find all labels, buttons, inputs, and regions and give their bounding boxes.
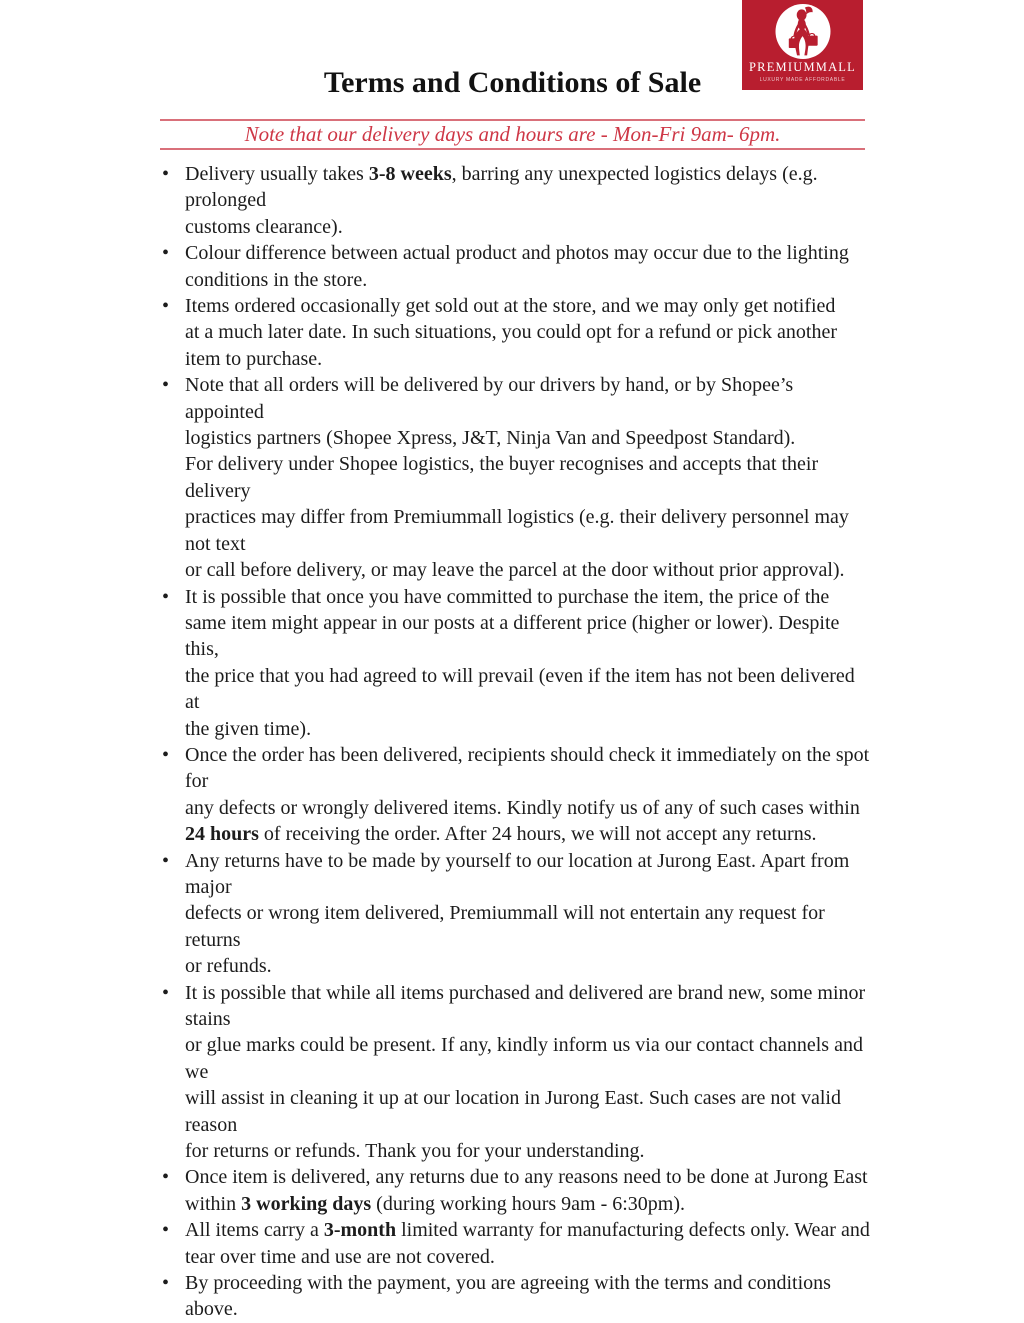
term-item: • Items ordered occasionally get sold out at the store, and we may only get notified at a much later date. In such situations, you could opt for a refund or pick another item to purchase. — [160, 293, 872, 372]
logo-circle — [775, 4, 830, 59]
term-item: • Once the order has been delivered, recipients should check it immediately on the spot for any defects or wrongly delivered items. Kindly notify us of any of such cases within 24 hours of receiving the order. After 24 hours, we will not accept any returns. — [160, 742, 872, 848]
logo-brand-name: PREMIUMMALL — [749, 60, 856, 74]
shopper-silhouette-icon — [775, 4, 830, 59]
term-item: • Once item is delivered, any returns due to any reasons need to be done at Jurong East within 3 working days (during working hours 9am - 6:30pm). — [160, 1164, 872, 1217]
terms-list — [160, 161, 872, 1323]
term-item: • It is possible that while all items purchased and delivered are brand new, some minor stains or glue marks could be present. If any, kindly inform us via our contact channels and we will assist in cleaning it up at our location in Jurong East. Such cases are not valid reason for returns or refunds. Thank you for your understanding. — [160, 980, 872, 1165]
term-item: • Delivery usually takes 3-8 weeks, barring any unexpected logistics delays (e.g. prolonged customs clearance). — [160, 161, 872, 240]
term-item: • Note that all orders will be delivered by our drivers by hand, or by Shopee’s appointed logistics partners (Shopee Xpress, J&T, Ninja Van and Speedpost Standard). For delivery under Shopee logistics, the buyer recognises and accepts that their delivery practices may differ from Premiummall logistics (e.g. their delivery personnel may not text or call before delivery, or may leave the parcel at the door without prior approval). — [160, 372, 872, 583]
logo-tagline: LUXURY MADE AFFORDABLE — [759, 77, 846, 83]
term-item: • It is possible that once you have committed to purchase the item, the price of the same item might appear in our posts at a different price (higher or lower). Despite this, the price that you had agreed to will prevail (even if the item has not been delivered at the given time). — [160, 584, 872, 742]
page-title: Terms and Conditions of Sale — [323, 66, 702, 99]
delivery-note-text: Note that our delivery days and hours are - Mon-Fri 9am- 6pm. — [244, 122, 781, 146]
term-item: • Any returns have to be made by yourself to our location at Jurong East. Apart from major defects or wrong item delivered, Premiummall will not entertain any request for returns or refunds. — [160, 848, 872, 980]
delivery-note-band — [160, 119, 865, 150]
term-item: • By proceeding with the payment, you are agreeing with the terms and conditions above. — [160, 1270, 872, 1323]
term-item: • Colour difference between actual product and photos may occur due to the lighting conditions in the store. — [160, 240, 872, 293]
term-item: • All items carry a 3-month limited warranty for manufacturing defects only. Wear and tear over time and use are not covered. — [160, 1217, 872, 1270]
